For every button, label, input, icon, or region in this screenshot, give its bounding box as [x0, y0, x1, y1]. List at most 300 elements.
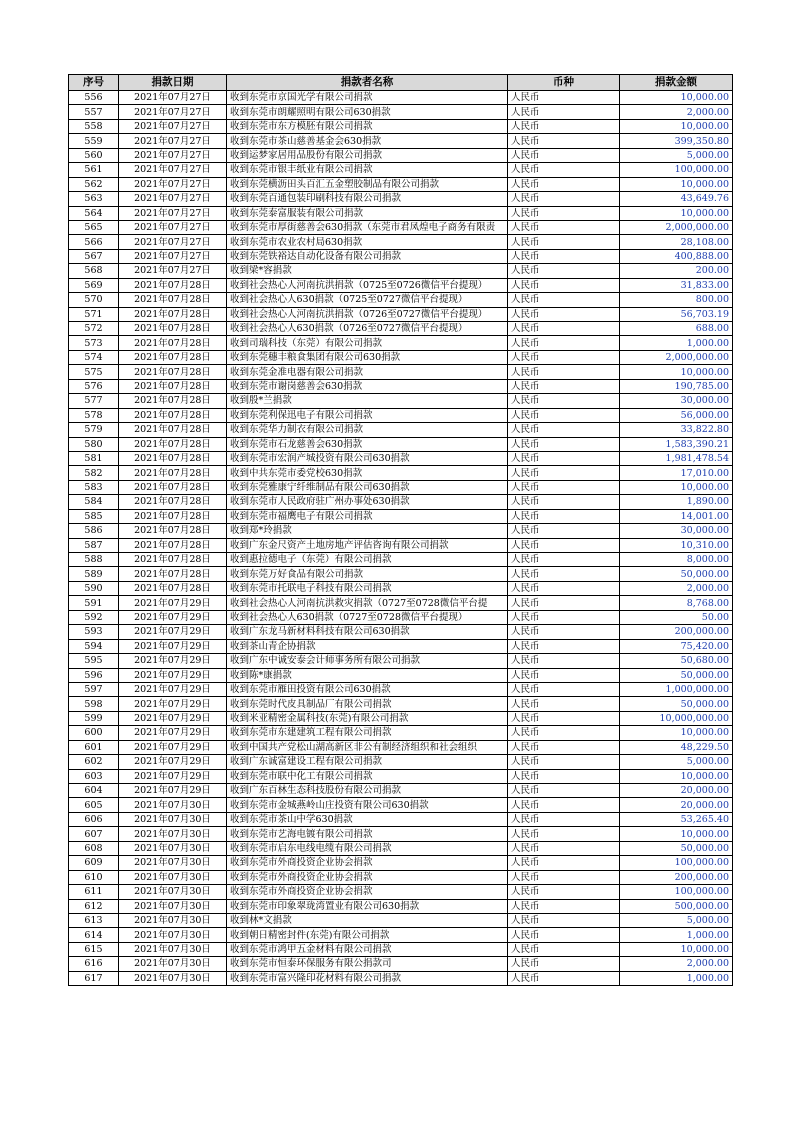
- table-row: [69, 885, 733, 899]
- cell-no: 574: [69, 350, 119, 364]
- cell-name: 收到东莞市福鹰电子有限公司捐款: [227, 509, 508, 523]
- cell-name: 收到惠拉德电子（东莞）有限公司捐款: [227, 553, 508, 567]
- cell-name: 收到东莞市京国光学有限公司捐款: [227, 91, 508, 105]
- cell-no: 565: [69, 220, 119, 234]
- table-row: [69, 408, 733, 422]
- table-row: [69, 336, 733, 350]
- cell-currency: 人民币: [508, 278, 620, 292]
- cell-name: 收到东莞市印象翠珑湾置业有限公司630捐款: [227, 899, 508, 913]
- cell-date: 2021年07月29日: [119, 654, 227, 668]
- table-row: [69, 119, 733, 133]
- cell-name: 收到东莞横沥田头百汇五金塑胶制品有限公司捐款: [227, 177, 508, 191]
- cell-date: 2021年07月27日: [119, 91, 227, 105]
- cell-date: 2021年07月28日: [119, 350, 227, 364]
- table-row: [69, 105, 733, 119]
- cell-amount: 28,108.00: [620, 235, 733, 249]
- cell-date: 2021年07月29日: [119, 769, 227, 783]
- cell-no: 593: [69, 625, 119, 639]
- table-row: [69, 350, 733, 364]
- cell-currency: 人民币: [508, 769, 620, 783]
- cell-amount: 10,000,000.00: [620, 711, 733, 725]
- cell-name: 收到广东诚富建设工程有限公司捐款: [227, 755, 508, 769]
- cell-name: 收到东莞雅康宁纤维制品有限公司630捐款: [227, 480, 508, 494]
- cell-currency: 人民币: [508, 322, 620, 336]
- cell-name: 收到陈*康捐款: [227, 668, 508, 682]
- cell-date: 2021年07月27日: [119, 163, 227, 177]
- table-row: [69, 480, 733, 494]
- cell-no: 556: [69, 91, 119, 105]
- table-body: [69, 91, 733, 986]
- header-name: 捐款者名称: [227, 75, 508, 91]
- cell-no: 591: [69, 596, 119, 610]
- cell-name: 收到中共东莞市委党校630捐款: [227, 466, 508, 480]
- table-row: [69, 668, 733, 682]
- cell-no: 610: [69, 870, 119, 884]
- cell-currency: 人民币: [508, 423, 620, 437]
- cell-date: 2021年07月29日: [119, 639, 227, 653]
- cell-amount: 200,000.00: [620, 625, 733, 639]
- cell-currency: 人民币: [508, 639, 620, 653]
- cell-amount: 10,000.00: [620, 827, 733, 841]
- cell-amount: 17,010.00: [620, 466, 733, 480]
- cell-amount: 75,420.00: [620, 639, 733, 653]
- cell-date: 2021年07月28日: [119, 567, 227, 581]
- table-row: [69, 581, 733, 595]
- cell-date: 2021年07月27日: [119, 249, 227, 263]
- cell-name: 收到东莞市茶山慈善基金会630捐款: [227, 134, 508, 148]
- cell-currency: 人民币: [508, 264, 620, 278]
- cell-date: 2021年07月28日: [119, 581, 227, 595]
- cell-no: 590: [69, 581, 119, 595]
- cell-date: 2021年07月27日: [119, 206, 227, 220]
- table-row: [69, 740, 733, 754]
- cell-no: 573: [69, 336, 119, 350]
- cell-no: 575: [69, 365, 119, 379]
- cell-date: 2021年07月29日: [119, 726, 227, 740]
- cell-name: 收到梁*容捐款: [227, 264, 508, 278]
- cell-amount: 30,000.00: [620, 394, 733, 408]
- cell-no: 595: [69, 654, 119, 668]
- header-amount: 捐款金额: [620, 75, 733, 91]
- cell-amount: 50,680.00: [620, 654, 733, 668]
- cell-amount: 20,000.00: [620, 784, 733, 798]
- cell-name: 收到东莞泰富服装有限公司捐款: [227, 206, 508, 220]
- cell-no: 566: [69, 235, 119, 249]
- table-row: [69, 755, 733, 769]
- table-row: [69, 365, 733, 379]
- cell-name: 收到中国共产党松山湖高新区非公有制经济组织和社会组织: [227, 740, 508, 754]
- cell-no: 613: [69, 913, 119, 927]
- cell-currency: 人民币: [508, 480, 620, 494]
- cell-name: 收到林*文捐款: [227, 913, 508, 927]
- cell-name: 收到司瑞科技（东莞）有限公司捐款: [227, 336, 508, 350]
- cell-no: 607: [69, 827, 119, 841]
- cell-currency: 人民币: [508, 495, 620, 509]
- cell-name: 收到东莞市人民政府驻广州办事处630捐款: [227, 495, 508, 509]
- donation-table: [68, 74, 733, 986]
- cell-name: 收到东莞利保迅电子有限公司捐款: [227, 408, 508, 422]
- cell-amount: 190,785.00: [620, 379, 733, 393]
- cell-no: 558: [69, 119, 119, 133]
- cell-amount: 10,000.00: [620, 769, 733, 783]
- cell-name: 收到东莞市恒泰环保服务有限公捐款司: [227, 957, 508, 971]
- cell-name: 收到东莞市谢岗慈善会630捐款: [227, 379, 508, 393]
- table-row: [69, 466, 733, 480]
- cell-date: 2021年07月30日: [119, 812, 227, 826]
- cell-amount: 2,000.00: [620, 105, 733, 119]
- header-currency: 币种: [508, 75, 620, 91]
- cell-currency: 人民币: [508, 596, 620, 610]
- table-row: [69, 553, 733, 567]
- cell-no: 572: [69, 322, 119, 336]
- cell-date: 2021年07月28日: [119, 278, 227, 292]
- cell-date: 2021年07月27日: [119, 235, 227, 249]
- cell-date: 2021年07月29日: [119, 596, 227, 610]
- cell-amount: 10,000.00: [620, 365, 733, 379]
- cell-currency: 人民币: [508, 682, 620, 696]
- cell-currency: 人民币: [508, 885, 620, 899]
- cell-currency: 人民币: [508, 697, 620, 711]
- table-row: [69, 913, 733, 927]
- cell-amount: 500,000.00: [620, 899, 733, 913]
- cell-date: 2021年07月30日: [119, 827, 227, 841]
- cell-date: 2021年07月27日: [119, 119, 227, 133]
- cell-no: 605: [69, 798, 119, 812]
- table-row: [69, 293, 733, 307]
- cell-currency: 人民币: [508, 567, 620, 581]
- cell-amount: 2,000,000.00: [620, 350, 733, 364]
- table-row: [69, 596, 733, 610]
- cell-name: 收到广东龙马新材料科技有限公司630捐款: [227, 625, 508, 639]
- table-row: [69, 307, 733, 321]
- table-row: [69, 423, 733, 437]
- table-row: [69, 437, 733, 451]
- cell-currency: 人民币: [508, 163, 620, 177]
- cell-amount: 2,000,000.00: [620, 220, 733, 234]
- cell-no: 616: [69, 957, 119, 971]
- cell-date: 2021年07月29日: [119, 755, 227, 769]
- cell-name: 收到东莞市艺海电镀有限公司捐款: [227, 827, 508, 841]
- cell-amount: 688.00: [620, 322, 733, 336]
- cell-currency: 人民币: [508, 625, 620, 639]
- cell-date: 2021年07月27日: [119, 264, 227, 278]
- cell-amount: 48,229.50: [620, 740, 733, 754]
- cell-currency: 人民币: [508, 538, 620, 552]
- cell-amount: 1,981,478.54: [620, 451, 733, 465]
- cell-date: 2021年07月29日: [119, 682, 227, 696]
- cell-currency: 人民币: [508, 91, 620, 105]
- cell-date: 2021年07月30日: [119, 856, 227, 870]
- cell-name: 收到东莞市启东电线电缆有限公司捐款: [227, 841, 508, 855]
- cell-no: 612: [69, 899, 119, 913]
- cell-currency: 人民币: [508, 581, 620, 595]
- cell-amount: 56,000.00: [620, 408, 733, 422]
- cell-date: 2021年07月30日: [119, 942, 227, 956]
- cell-no: 581: [69, 451, 119, 465]
- cell-date: 2021年07月30日: [119, 957, 227, 971]
- cell-date: 2021年07月29日: [119, 711, 227, 725]
- table-row: [69, 495, 733, 509]
- cell-name: 收到东莞市雁田投资有限公司630捐款: [227, 682, 508, 696]
- cell-name: 收到社会热心人630捐款（0727至0728微信平台提现）: [227, 610, 508, 624]
- cell-name: 收到殷*兰捐款: [227, 394, 508, 408]
- cell-amount: 1,000.00: [620, 928, 733, 942]
- cell-date: 2021年07月28日: [119, 524, 227, 538]
- cell-name: 收到东莞时代皮具制品厂有限公司捐款: [227, 697, 508, 711]
- cell-no: 602: [69, 755, 119, 769]
- cell-date: 2021年07月28日: [119, 322, 227, 336]
- cell-currency: 人民币: [508, 365, 620, 379]
- table-row: [69, 91, 733, 105]
- cell-amount: 14,001.00: [620, 509, 733, 523]
- cell-currency: 人民币: [508, 755, 620, 769]
- cell-no: 570: [69, 293, 119, 307]
- table-row: [69, 841, 733, 855]
- cell-amount: 56,703.19: [620, 307, 733, 321]
- table-row: [69, 957, 733, 971]
- cell-name: 收到东莞金准电器有限公司捐款: [227, 365, 508, 379]
- cell-amount: 43,649.76: [620, 192, 733, 206]
- cell-date: 2021年07月28日: [119, 408, 227, 422]
- cell-amount: 50.00: [620, 610, 733, 624]
- cell-amount: 31,833.00: [620, 278, 733, 292]
- cell-amount: 10,000.00: [620, 942, 733, 956]
- cell-no: 599: [69, 711, 119, 725]
- table-row: [69, 971, 733, 985]
- cell-date: 2021年07月30日: [119, 899, 227, 913]
- cell-no: 567: [69, 249, 119, 263]
- table-row: [69, 394, 733, 408]
- cell-amount: 33,822.80: [620, 423, 733, 437]
- table-row: [69, 163, 733, 177]
- cell-currency: 人民币: [508, 220, 620, 234]
- cell-no: 579: [69, 423, 119, 437]
- cell-name: 收到运梦家居用品股份有限公司捐款: [227, 148, 508, 162]
- cell-amount: 30,000.00: [620, 524, 733, 538]
- table-row: [69, 942, 733, 956]
- cell-currency: 人民币: [508, 798, 620, 812]
- cell-amount: 50,000.00: [620, 841, 733, 855]
- cell-no: 609: [69, 856, 119, 870]
- cell-name: 收到社会热心人630捐款（0725至0727微信平台提现）: [227, 293, 508, 307]
- cell-currency: 人民币: [508, 856, 620, 870]
- cell-date: 2021年07月29日: [119, 784, 227, 798]
- cell-no: 580: [69, 437, 119, 451]
- table-row: [69, 192, 733, 206]
- cell-currency: 人民币: [508, 827, 620, 841]
- cell-no: 606: [69, 812, 119, 826]
- cell-currency: 人民币: [508, 134, 620, 148]
- cell-currency: 人民币: [508, 899, 620, 913]
- cell-date: 2021年07月28日: [119, 553, 227, 567]
- cell-name: 收到东莞市农业农村局630捐款: [227, 235, 508, 249]
- cell-date: 2021年07月30日: [119, 971, 227, 985]
- table-row: [69, 322, 733, 336]
- table-row: [69, 769, 733, 783]
- table-row: [69, 264, 733, 278]
- cell-currency: 人民币: [508, 942, 620, 956]
- table-row: [69, 235, 733, 249]
- cell-currency: 人民币: [508, 553, 620, 567]
- cell-date: 2021年07月27日: [119, 148, 227, 162]
- cell-name: 收到东莞市朗耀照明有限公司630捐款: [227, 105, 508, 119]
- cell-currency: 人民币: [508, 249, 620, 263]
- cell-no: 582: [69, 466, 119, 480]
- cell-name: 收到东莞市富兴隆印花材料有限公司捐款: [227, 971, 508, 985]
- cell-amount: 10,000.00: [620, 119, 733, 133]
- header-row: [69, 75, 733, 91]
- cell-date: 2021年07月28日: [119, 307, 227, 321]
- cell-amount: 100,000.00: [620, 163, 733, 177]
- cell-no: 600: [69, 726, 119, 740]
- cell-no: 584: [69, 495, 119, 509]
- cell-currency: 人民币: [508, 177, 620, 191]
- cell-name: 收到米亚精密金属科技(东莞)有限公司捐款: [227, 711, 508, 725]
- cell-amount: 1,583,390.21: [620, 437, 733, 451]
- cell-currency: 人民币: [508, 726, 620, 740]
- cell-amount: 100,000.00: [620, 856, 733, 870]
- cell-currency: 人民币: [508, 466, 620, 480]
- cell-no: 611: [69, 885, 119, 899]
- cell-no: 588: [69, 553, 119, 567]
- cell-no: 617: [69, 971, 119, 985]
- cell-no: 589: [69, 567, 119, 581]
- cell-date: 2021年07月30日: [119, 841, 227, 855]
- cell-amount: 100,000.00: [620, 885, 733, 899]
- cell-amount: 200.00: [620, 264, 733, 278]
- cell-no: 598: [69, 697, 119, 711]
- cell-currency: 人民币: [508, 307, 620, 321]
- cell-currency: 人民币: [508, 812, 620, 826]
- cell-date: 2021年07月28日: [119, 466, 227, 480]
- cell-no: 568: [69, 264, 119, 278]
- cell-no: 592: [69, 610, 119, 624]
- cell-no: 559: [69, 134, 119, 148]
- table-row: [69, 177, 733, 191]
- cell-name: 收到东莞市宏润产城投资有限公司630捐款: [227, 451, 508, 465]
- table-row: [69, 524, 733, 538]
- cell-name: 收到社会热心人河南抗洪救灾捐款（0727至0728微信平台提: [227, 596, 508, 610]
- cell-currency: 人民币: [508, 293, 620, 307]
- table-row: [69, 625, 733, 639]
- cell-name: 收到郑*玲捐款: [227, 524, 508, 538]
- cell-name: 收到茶山青企协捐款: [227, 639, 508, 653]
- cell-name: 收到东莞铁裕达自动化设备有限公司捐款: [227, 249, 508, 263]
- table-row: [69, 451, 733, 465]
- cell-name: 收到东莞市茶山中学630捐款: [227, 812, 508, 826]
- cell-currency: 人民币: [508, 105, 620, 119]
- table-row: [69, 220, 733, 234]
- table-row: [69, 697, 733, 711]
- cell-amount: 50,000.00: [620, 668, 733, 682]
- table-row: [69, 899, 733, 913]
- cell-currency: 人民币: [508, 928, 620, 942]
- cell-currency: 人民币: [508, 841, 620, 855]
- cell-amount: 10,000.00: [620, 91, 733, 105]
- cell-date: 2021年07月27日: [119, 192, 227, 206]
- cell-currency: 人民币: [508, 350, 620, 364]
- cell-name: 收到东莞市厚街慈善会630捐款（东莞市君凤煌电子商务有限责: [227, 220, 508, 234]
- cell-no: 615: [69, 942, 119, 956]
- cell-name: 收到社会热心人河南抗洪捐款（0726至0727微信平台提现）: [227, 307, 508, 321]
- cell-currency: 人民币: [508, 610, 620, 624]
- cell-no: 569: [69, 278, 119, 292]
- cell-name: 收到广东百林生态科技股份有限公司捐款: [227, 784, 508, 798]
- cell-currency: 人民币: [508, 971, 620, 985]
- cell-currency: 人民币: [508, 509, 620, 523]
- cell-amount: 10,000.00: [620, 177, 733, 191]
- cell-date: 2021年07月27日: [119, 177, 227, 191]
- cell-no: 563: [69, 192, 119, 206]
- table-row: [69, 148, 733, 162]
- cell-currency: 人民币: [508, 654, 620, 668]
- table-row: [69, 610, 733, 624]
- cell-date: 2021年07月28日: [119, 394, 227, 408]
- table-row: [69, 856, 733, 870]
- cell-date: 2021年07月28日: [119, 379, 227, 393]
- cell-name: 收到东莞市鸿甲五金材料有限公司捐款: [227, 942, 508, 956]
- cell-amount: 8,000.00: [620, 553, 733, 567]
- cell-currency: 人民币: [508, 870, 620, 884]
- cell-date: 2021年07月28日: [119, 495, 227, 509]
- cell-currency: 人民币: [508, 379, 620, 393]
- cell-currency: 人民币: [508, 437, 620, 451]
- cell-currency: 人民币: [508, 451, 620, 465]
- cell-no: 603: [69, 769, 119, 783]
- table-row: [69, 134, 733, 148]
- table-row: [69, 711, 733, 725]
- cell-no: 585: [69, 509, 119, 523]
- cell-amount: 800.00: [620, 293, 733, 307]
- cell-currency: 人民币: [508, 668, 620, 682]
- cell-no: 614: [69, 928, 119, 942]
- cell-date: 2021年07月29日: [119, 697, 227, 711]
- cell-no: 594: [69, 639, 119, 653]
- cell-currency: 人民币: [508, 148, 620, 162]
- cell-date: 2021年07月30日: [119, 913, 227, 927]
- cell-currency: 人民币: [508, 740, 620, 754]
- cell-no: 587: [69, 538, 119, 552]
- cell-amount: 200,000.00: [620, 870, 733, 884]
- cell-date: 2021年07月30日: [119, 885, 227, 899]
- cell-currency: 人民币: [508, 784, 620, 798]
- table-row: [69, 654, 733, 668]
- cell-date: 2021年07月28日: [119, 365, 227, 379]
- cell-name: 收到东莞市金城燕岭山庄投资有限公司630捐款: [227, 798, 508, 812]
- table-row: [69, 798, 733, 812]
- cell-amount: 1,000.00: [620, 336, 733, 350]
- cell-no: 576: [69, 379, 119, 393]
- table-row: [69, 249, 733, 263]
- cell-date: 2021年07月30日: [119, 870, 227, 884]
- table-header: [69, 75, 733, 91]
- cell-no: 564: [69, 206, 119, 220]
- cell-amount: 5,000.00: [620, 913, 733, 927]
- cell-date: 2021年07月28日: [119, 293, 227, 307]
- table-row: [69, 870, 733, 884]
- cell-name: 收到广东金尺资产土地房地产评估咨询有限公司捐款: [227, 538, 508, 552]
- cell-name: 收到东莞穗丰粮食集团有限公司630捐款: [227, 350, 508, 364]
- table-row: [69, 567, 733, 581]
- cell-date: 2021年07月29日: [119, 610, 227, 624]
- cell-no: 577: [69, 394, 119, 408]
- cell-amount: 1,890.00: [620, 495, 733, 509]
- cell-name: 收到东莞华力制衣有限公司捐款: [227, 423, 508, 437]
- cell-name: 收到东莞市银丰纸业有限公司捐款: [227, 163, 508, 177]
- cell-currency: 人民币: [508, 336, 620, 350]
- cell-no: 562: [69, 177, 119, 191]
- cell-date: 2021年07月28日: [119, 423, 227, 437]
